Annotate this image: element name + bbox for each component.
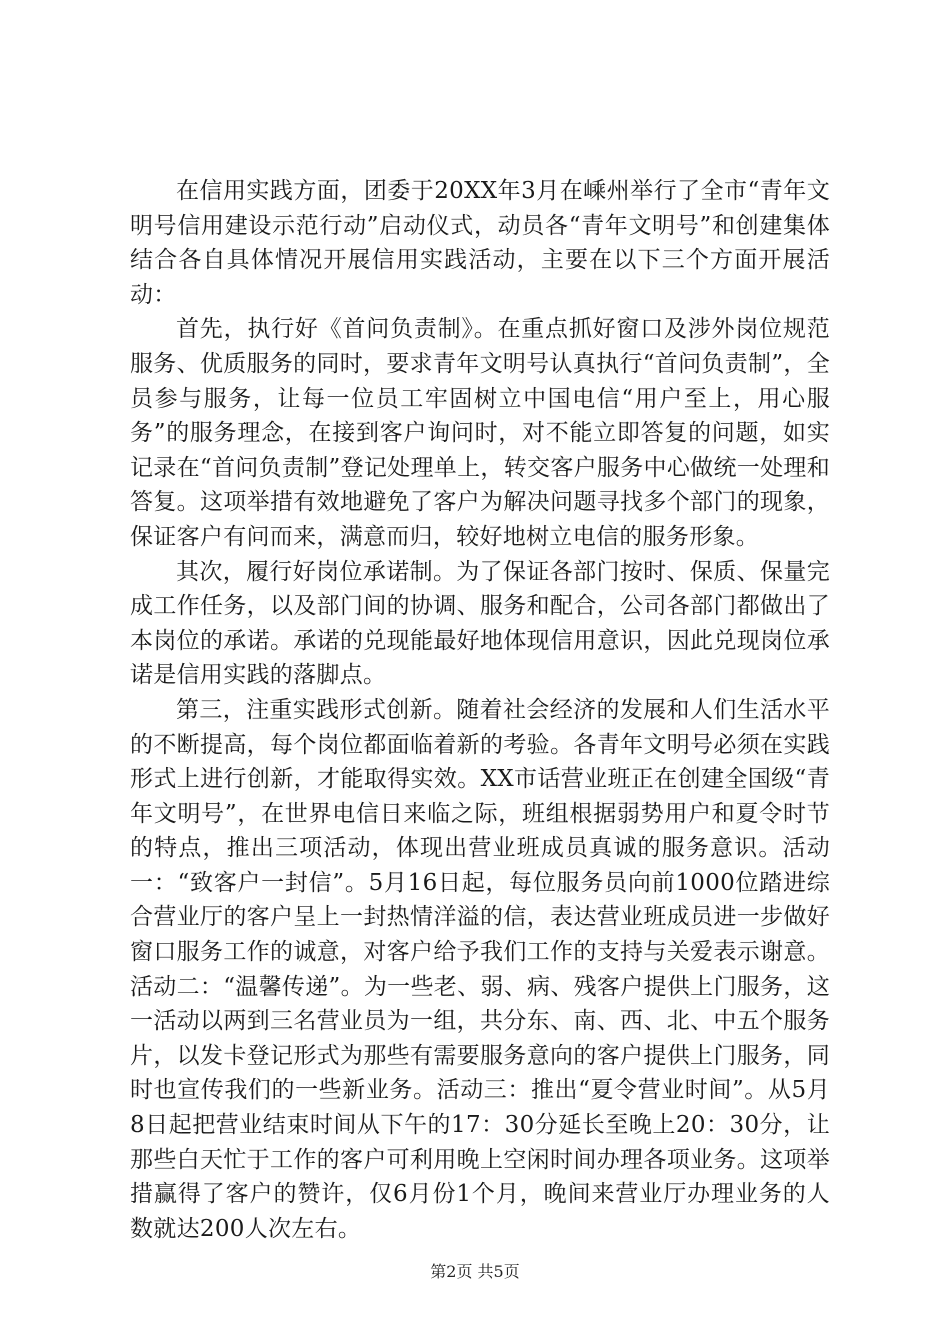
paragraph-innovation: 第三，注重实践形式创新。随着社会经济的发展和人们生活水平的不断提高，每个岗位都面临着新的考验。各青年文明号必须在实践形式上进行创新，才能取得实效。XX市话营业班正在创建全国级“青年文明号”，在世界电信日来临之际，班组根据弱势用户和夏令时节的特点，推出三项活动，体现出营业班成员真诚的服务意识。活动一：“致客户一封信”。5月16日起，每位服务员向前1000位踏进综合营业厅的客户呈上一封热情洋溢的信，表达营业班成员进一步做好窗口服务工作的诚意，对客户给予我们工作的支持与关爱表示谢意。活动二：“温馨传递”。为一些老、弱、病、残客户提供上门服务，这一活动以两到三名营业员为一组，共分东、南、西、北、中五个服务片，以发卡登记形式为那些有需要服务意向的客户提供上门服务，同时也宣传我们的一些新业务。活动三：推出“夏令营业时间”。从5月8日起把营业结束时间从下午的17：30分延长至晚上20：30分，让那些白天忙于工作的客户可利用晚上空闲时间办理各项业务。这项举措赢得了客户的赞许，仅6月份1个月，晚间来营业厅办理业务的人数就达200人次左右。 [130,696,830,1242]
document-body [130,174,830,1246]
paragraph-first-inquiry: 首先，执行好《首问负责制》。在重点抓好窗口及涉外岗位规范服务、优质服务的同时，要求青年文明号认真执行“首问负责制”，全员参与服务，让每一位员工牢固树立中国电信“用户至上，用心服务”的服务理念，在接到客户询问时，对不能立即答复的问题，如实记录在“首问负责制”登记处理单上，转交客户服务中心做统一处理和答复。这项举措有效地避免了客户为解决问题寻找多个部门的现象，保证客户有问而来，满意而归，较好地树立电信的服务形象。 [130,316,830,550]
page-footer: 第2页 共5页 [430,1262,520,1281]
paragraph-post-commitment: 其次，履行好岗位承诺制。为了保证各部门按时、保质、保量完成工作任务，以及部门间的协调、服务和配合，公司各部门都做出了本岗位的承诺。承诺的兑现能最好地体现信用意识，因此兑现岗位承诺是信用实践的落脚点。 [130,558,830,689]
paragraph-credit-practice: 在信用实践方面，团委于20XX年3月在嵊州举行了全市“青年文明号信用建设示范行动”启动仪式，动员各“青年文明号”和创建集体结合各自具体情况开展信用实践活动，主要在以下三个方面开展活动： [130,178,830,308]
